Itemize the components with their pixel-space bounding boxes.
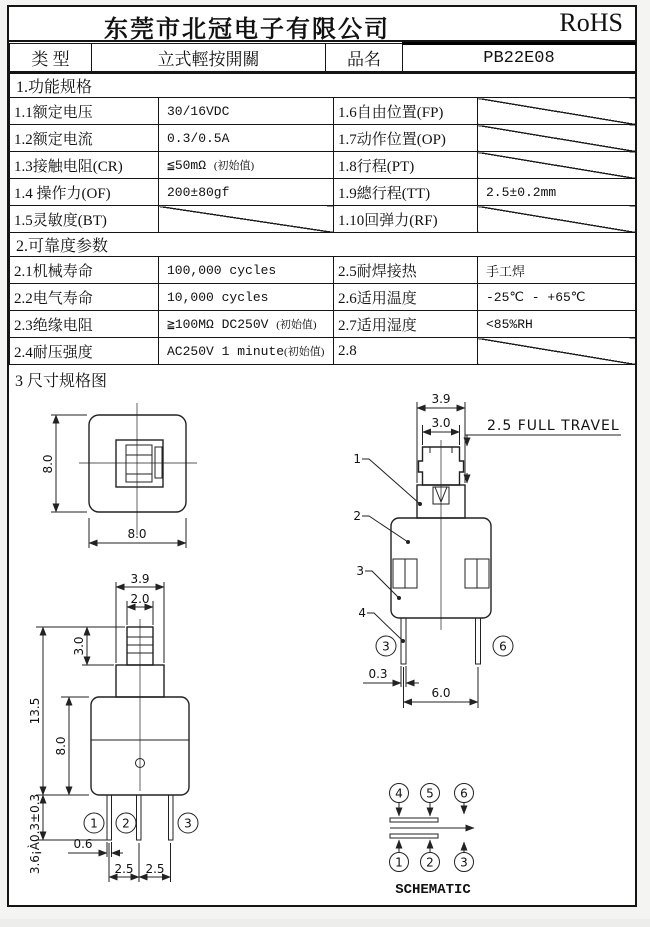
param-value bbox=[159, 311, 334, 338]
param-value-empty bbox=[478, 152, 636, 179]
param-value bbox=[159, 152, 334, 179]
dim-side-cap: 3.9 bbox=[130, 572, 150, 586]
table-row bbox=[10, 284, 636, 311]
value-note: (初始值) bbox=[284, 346, 325, 358]
param-label: 1.10回弹力(RF) bbox=[334, 206, 478, 233]
param-value-empty bbox=[478, 125, 636, 152]
param-value bbox=[159, 338, 334, 365]
param-label: 1.7动作位置(OP) bbox=[334, 125, 478, 152]
param-label: 2.7适用湿度 bbox=[334, 311, 478, 338]
section3-title: 3 尺寸规格图 bbox=[15, 373, 108, 390]
dim-side-stem-height: 3.0 bbox=[72, 636, 86, 656]
dim-side-pitch-2: 2.5 bbox=[145, 862, 165, 876]
table-row bbox=[10, 338, 636, 365]
type-label-cell bbox=[10, 44, 92, 73]
param-label: 2.5耐焊接热 bbox=[334, 257, 478, 284]
schematic-pin-2: 2 bbox=[426, 855, 434, 870]
param-label: 2.3绝缘电阻 bbox=[10, 311, 159, 338]
dim-side-body-height: 8.0 bbox=[54, 736, 68, 756]
side-view bbox=[27, 572, 198, 882]
value-note: (初始值) bbox=[213, 160, 255, 172]
type-value-cell bbox=[92, 44, 326, 73]
dim-side-stem: 2.0 bbox=[130, 592, 150, 606]
dim-side-pitch-1: 2.5 bbox=[114, 862, 134, 876]
dim-front-knob: 3.0 bbox=[431, 416, 451, 430]
schematic-label: SCHEMATIC bbox=[395, 882, 471, 898]
pin-number-3: 3 bbox=[382, 639, 390, 654]
param-label: 2.1机械寿命 bbox=[10, 257, 159, 284]
table-row bbox=[10, 311, 636, 338]
param-label: 1.5灵敏度(BT) bbox=[10, 206, 159, 233]
param-label: 2.4耐压强度 bbox=[10, 338, 159, 365]
dim-side-total-height: 13.5 bbox=[28, 697, 42, 725]
param-value: 手工焊 bbox=[478, 257, 636, 284]
param-label: 1.4 操作力(OF) bbox=[10, 179, 159, 206]
param-label: 2.6适用温度 bbox=[334, 284, 478, 311]
value-text: AC250V 1 minute bbox=[167, 344, 285, 359]
type-row bbox=[10, 44, 636, 73]
pin-number-3: 3 bbox=[184, 816, 192, 831]
param-label: 1.1额定电压 bbox=[10, 98, 159, 125]
table-row bbox=[10, 206, 636, 233]
table-row bbox=[10, 152, 636, 179]
pin-number-2: 2 bbox=[122, 816, 130, 831]
param-value: 100,000 cycles bbox=[159, 257, 334, 284]
param-value-empty bbox=[478, 206, 636, 233]
value-text: ≧100MΩ DC250V bbox=[167, 317, 269, 332]
param-value-empty bbox=[478, 98, 636, 125]
param-label: 1.2额定电流 bbox=[10, 125, 159, 152]
value-note: (初始值) bbox=[276, 319, 317, 331]
param-value-empty bbox=[478, 338, 636, 365]
dim-side-pin-length: 3.6¡À0.3±0.3 bbox=[28, 793, 42, 875]
dim-top-width: 8.0 bbox=[127, 527, 147, 541]
partname-label: 品名 bbox=[347, 50, 381, 69]
datasheet-page bbox=[7, 5, 637, 907]
schematic-pin-1: 1 bbox=[395, 855, 403, 870]
company-name: 东莞市北冠电子有限公司 bbox=[104, 17, 390, 43]
table-row bbox=[10, 125, 636, 152]
rohs-mark: RoHS bbox=[559, 8, 623, 37]
schematic-pin-4: 4 bbox=[395, 786, 403, 801]
spec-table bbox=[9, 73, 636, 365]
param-value: 0.3/0.5A bbox=[159, 125, 334, 152]
section1-title: 1.功能规格 bbox=[10, 74, 636, 98]
travel-note: 2.5 FULL TRAVEL bbox=[487, 418, 620, 434]
param-label: 1.6自由位置(FP) bbox=[334, 98, 478, 125]
param-value: 2.5±0.2mm bbox=[478, 179, 636, 206]
table-row bbox=[10, 179, 636, 206]
dim-front-span: 6.0 bbox=[431, 686, 451, 700]
title-bar bbox=[9, 7, 635, 42]
param-value: <85%RH bbox=[478, 311, 636, 338]
dim-front-cap: 3.9 bbox=[431, 392, 451, 406]
param-value: -25℃ - +65℃ bbox=[478, 284, 636, 311]
dim-front-pin-width: 0.3 bbox=[368, 667, 388, 681]
partname-label-cell bbox=[326, 44, 403, 73]
table-row bbox=[10, 98, 636, 125]
param-label: 1.3接触电阻(CR) bbox=[10, 152, 159, 179]
param-value: 10,000 cycles bbox=[159, 284, 334, 311]
schematic-pin-3: 3 bbox=[460, 855, 468, 870]
front-view bbox=[353, 392, 621, 708]
partname-value-cell bbox=[403, 44, 636, 73]
callout-1: 1 bbox=[353, 452, 361, 466]
partname-value: PB22E08 bbox=[483, 48, 555, 68]
schematic-pin-6: 6 bbox=[460, 786, 468, 801]
table-row bbox=[10, 257, 636, 284]
param-value: 200±80gf bbox=[159, 179, 334, 206]
pin-number-1: 1 bbox=[90, 816, 98, 831]
param-label: 1.8行程(PT) bbox=[334, 152, 478, 179]
param-label: 2.8 bbox=[334, 338, 478, 365]
type-row-table bbox=[9, 42, 636, 73]
dim-top-height: 8.0 bbox=[41, 454, 55, 474]
param-value-empty bbox=[159, 206, 334, 233]
top-view bbox=[41, 403, 197, 548]
type-value: 立式輕按開關 bbox=[157, 50, 260, 69]
schematic-pin-5: 5 bbox=[426, 786, 434, 801]
param-label: 2.2电气寿命 bbox=[10, 284, 159, 311]
callout-4: 4 bbox=[358, 606, 366, 620]
dim-side-pin-width: 0.6 bbox=[73, 837, 93, 851]
callout-3: 3 bbox=[356, 564, 364, 578]
section2-title: 2.可靠度参数 bbox=[10, 233, 636, 257]
pin-number-6: 6 bbox=[499, 639, 507, 654]
type-label: 类 型 bbox=[31, 50, 70, 69]
param-label: 1.9總行程(TT) bbox=[334, 179, 478, 206]
schematic bbox=[390, 784, 475, 899]
value-text: ≦50mΩ bbox=[167, 158, 207, 173]
dimension-drawing bbox=[9, 387, 635, 927]
param-value: 30/16VDC bbox=[159, 98, 334, 125]
callout-2: 2 bbox=[353, 509, 361, 523]
